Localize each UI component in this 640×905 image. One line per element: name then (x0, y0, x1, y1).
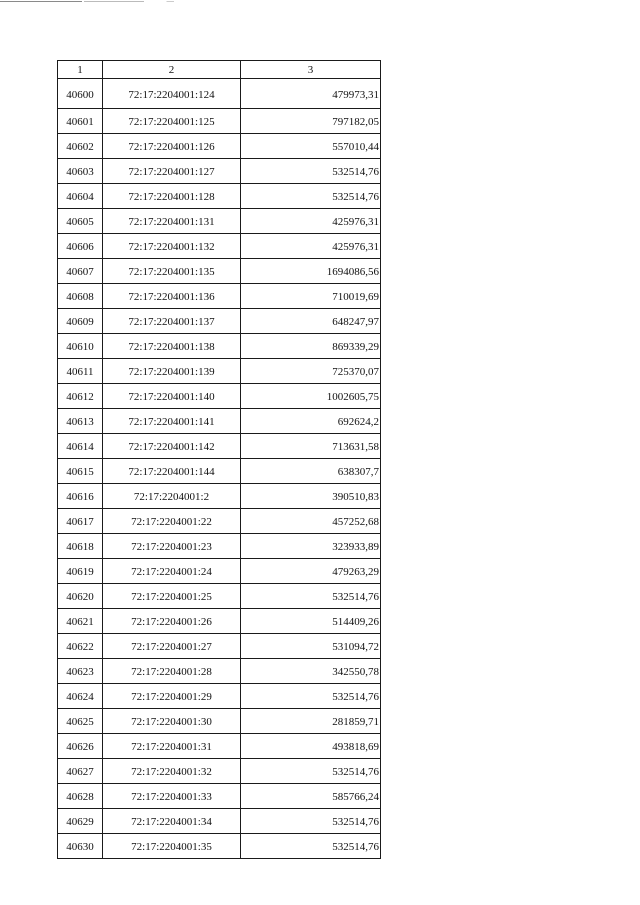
table-row (58, 334, 381, 359)
cadastral-value-cell: 323933,89 (241, 534, 381, 559)
cadastral-number-cell: 72:17:2204001:136 (103, 284, 241, 309)
cadastral-number-cell: 72:17:2204001:137 (103, 309, 241, 334)
header-row (58, 61, 381, 79)
cadastral-number-cell: 72:17:2204001:139 (103, 359, 241, 384)
table-row (58, 734, 381, 759)
cadastral-number-cell: 72:17:2204001:144 (103, 459, 241, 484)
cadastral-number-cell: 72:17:2204001:35 (103, 834, 241, 859)
table-row (58, 284, 381, 309)
cadastral-value-cell: 710019,69 (241, 284, 381, 309)
table-header (58, 61, 381, 79)
table-row (58, 459, 381, 484)
cadastral-number-cell: 72:17:2204001:25 (103, 584, 241, 609)
column-header-2: 2 (103, 61, 241, 79)
cadastral-value-cell: 342550,78 (241, 659, 381, 684)
cadastral-number-cell: 72:17:2204001:22 (103, 509, 241, 534)
row-number-cell: 40604 (58, 184, 103, 209)
row-number-cell: 40625 (58, 709, 103, 734)
table-body (58, 79, 381, 859)
cadastral-number-cell: 72:17:2204001:2 (103, 484, 241, 509)
cadastral-number-cell: 72:17:2204001:124 (103, 79, 241, 109)
cadastral-value-cell: 725370,07 (241, 359, 381, 384)
column-header-1: 1 (58, 61, 103, 79)
row-number-cell: 40626 (58, 734, 103, 759)
cadastral-value-table (57, 60, 381, 859)
table-row (58, 484, 381, 509)
row-number-cell: 40621 (58, 609, 103, 634)
row-number-cell: 40619 (58, 559, 103, 584)
row-number-cell: 40624 (58, 684, 103, 709)
cadastral-number-cell: 72:17:2204001:34 (103, 809, 241, 834)
cadastral-value-cell: 532514,76 (241, 584, 381, 609)
table-row (58, 434, 381, 459)
cadastral-number-cell: 72:17:2204001:140 (103, 384, 241, 409)
row-number-cell: 40612 (58, 384, 103, 409)
table-row (58, 159, 381, 184)
row-number-cell: 40610 (58, 334, 103, 359)
cadastral-value-cell: 532514,76 (241, 809, 381, 834)
row-number-cell: 40622 (58, 634, 103, 659)
row-number-cell: 40623 (58, 659, 103, 684)
row-number-cell: 40613 (58, 409, 103, 434)
row-number-cell: 40627 (58, 759, 103, 784)
cadastral-value-cell: 425976,31 (241, 234, 381, 259)
cadastral-value-cell: 514409,26 (241, 609, 381, 634)
cadastral-value-cell: 493818,69 (241, 734, 381, 759)
table-row (58, 384, 381, 409)
table-row (58, 234, 381, 259)
cadastral-number-cell: 72:17:2204001:142 (103, 434, 241, 459)
scan-edge-line-faint (84, 1, 234, 2)
table-row (58, 559, 381, 584)
cadastral-value-cell: 532514,76 (241, 834, 381, 859)
row-number-cell: 40605 (58, 209, 103, 234)
row-number-cell: 40600 (58, 79, 103, 109)
cadastral-value-cell: 797182,05 (241, 109, 381, 134)
row-number-cell: 40611 (58, 359, 103, 384)
cadastral-number-cell: 72:17:2204001:33 (103, 784, 241, 809)
table-row (58, 259, 381, 284)
table-row (58, 659, 381, 684)
table-row (58, 209, 381, 234)
cadastral-number-cell: 72:17:2204001:132 (103, 234, 241, 259)
cadastral-value-cell: 869339,29 (241, 334, 381, 359)
cadastral-number-cell: 72:17:2204001:28 (103, 659, 241, 684)
cadastral-number-cell: 72:17:2204001:24 (103, 559, 241, 584)
cadastral-value-cell: 390510,83 (241, 484, 381, 509)
row-number-cell: 40614 (58, 434, 103, 459)
scan-edge-line (0, 1, 82, 2)
table-row (58, 309, 381, 334)
row-number-cell: 40608 (58, 284, 103, 309)
cadastral-value-cell: 281859,71 (241, 709, 381, 734)
cadastral-value-cell: 1002605,75 (241, 384, 381, 409)
row-number-cell: 40628 (58, 784, 103, 809)
table-row (58, 584, 381, 609)
row-number-cell: 40617 (58, 509, 103, 534)
cadastral-number-cell: 72:17:2204001:27 (103, 634, 241, 659)
row-number-cell: 40601 (58, 109, 103, 134)
cadastral-value-cell: 479263,29 (241, 559, 381, 584)
table-row (58, 109, 381, 134)
row-number-cell: 40602 (58, 134, 103, 159)
cadastral-value-cell: 692624,2 (241, 409, 381, 434)
row-number-cell: 40630 (58, 834, 103, 859)
cadastral-number-cell: 72:17:2204001:32 (103, 759, 241, 784)
cadastral-number-cell: 72:17:2204001:31 (103, 734, 241, 759)
cadastral-number-cell: 72:17:2204001:26 (103, 609, 241, 634)
table-row (58, 834, 381, 859)
row-number-cell: 40629 (58, 809, 103, 834)
cadastral-value-cell: 713631,58 (241, 434, 381, 459)
cadastral-number-cell: 72:17:2204001:131 (103, 209, 241, 234)
row-number-cell: 40606 (58, 234, 103, 259)
table-row (58, 184, 381, 209)
table-row (58, 709, 381, 734)
table-row (58, 409, 381, 434)
row-number-cell: 40609 (58, 309, 103, 334)
row-number-cell: 40618 (58, 534, 103, 559)
cadastral-number-cell: 72:17:2204001:128 (103, 184, 241, 209)
row-number-cell: 40616 (58, 484, 103, 509)
table-row (58, 79, 381, 109)
cadastral-value-cell: 532514,76 (241, 159, 381, 184)
table-row (58, 784, 381, 809)
cadastral-number-cell: 72:17:2204001:127 (103, 159, 241, 184)
table-row (58, 809, 381, 834)
cadastral-number-cell: 72:17:2204001:141 (103, 409, 241, 434)
column-header-3: 3 (241, 61, 381, 79)
cadastral-value-cell: 1694086,56 (241, 259, 381, 284)
cadastral-value-cell: 532514,76 (241, 759, 381, 784)
cadastral-number-cell: 72:17:2204001:30 (103, 709, 241, 734)
cadastral-number-cell: 72:17:2204001:135 (103, 259, 241, 284)
table-row (58, 609, 381, 634)
table-row (58, 684, 381, 709)
cadastral-value-cell: 585766,24 (241, 784, 381, 809)
table-row (58, 759, 381, 784)
cadastral-value-cell: 479973,31 (241, 79, 381, 109)
cadastral-number-cell: 72:17:2204001:138 (103, 334, 241, 359)
cadastral-value-cell: 648247,97 (241, 309, 381, 334)
row-number-cell: 40615 (58, 459, 103, 484)
row-number-cell: 40607 (58, 259, 103, 284)
cadastral-value-cell: 531094,72 (241, 634, 381, 659)
cadastral-value-cell: 532514,76 (241, 184, 381, 209)
cadastral-value-cell: 457252,68 (241, 509, 381, 534)
table-row (58, 534, 381, 559)
table-row (58, 509, 381, 534)
cadastral-number-cell: 72:17:2204001:125 (103, 109, 241, 134)
row-number-cell: 40603 (58, 159, 103, 184)
table-row (58, 359, 381, 384)
cadastral-number-cell: 72:17:2204001:126 (103, 134, 241, 159)
row-number-cell: 40620 (58, 584, 103, 609)
cadastral-value-cell: 638307,7 (241, 459, 381, 484)
cadastral-value-cell: 425976,31 (241, 209, 381, 234)
cadastral-number-cell: 72:17:2204001:23 (103, 534, 241, 559)
cadastral-value-cell: 557010,44 (241, 134, 381, 159)
table-row (58, 134, 381, 159)
table-row (58, 634, 381, 659)
cadastral-number-cell: 72:17:2204001:29 (103, 684, 241, 709)
cadastral-value-cell: 532514,76 (241, 684, 381, 709)
